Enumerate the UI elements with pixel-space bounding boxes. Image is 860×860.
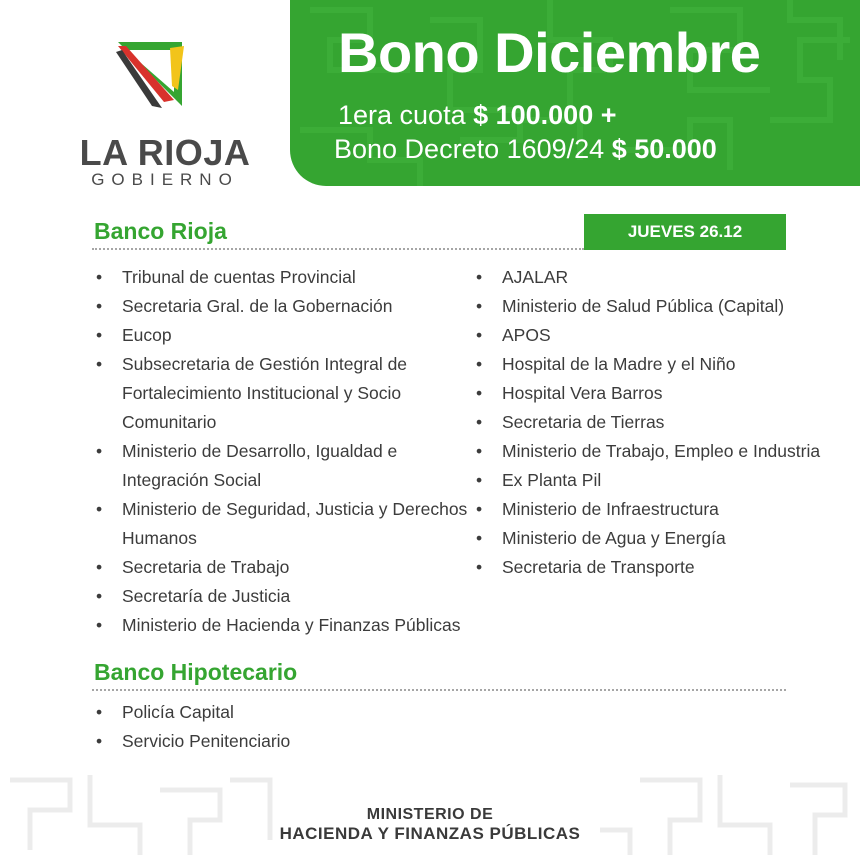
footer-ministry-line1: MINISTERIO DE	[366, 806, 494, 823]
list-item: • Ministerio de Salud Pública (Capital)	[474, 292, 824, 321]
list-item: • Ministerio de Seguridad, Justicia y Derechos Humanos	[94, 495, 474, 553]
section-title-banco-hipotecario: Banco Hipotecario	[94, 659, 298, 685]
logo-subtitle: GOBIERNO	[91, 170, 239, 189]
list-item: • Policía Capital	[94, 698, 474, 727]
list-item: • Ministerio de Infraestructura	[474, 495, 824, 524]
list-item: • Hospital Vera Barros	[474, 379, 824, 408]
list-item: • Secretaria de Tierras	[474, 408, 824, 437]
list-item: • Ministerio de Hacienda y Finanzas Públicas	[94, 611, 474, 640]
list-item: • Hospital de la Madre y el Niño	[474, 350, 824, 379]
date-badge: JUEVES 26.12	[584, 214, 786, 250]
banco-hipotecario-list	[94, 698, 474, 756]
list-item: • APOS	[474, 321, 824, 350]
list-item: • Eucop	[94, 321, 474, 350]
list-item: • Secretaria de Trabajo	[94, 553, 474, 582]
logo-name: LA RIOJA	[79, 132, 251, 173]
list-item: • Secretaria de Transporte	[474, 553, 824, 582]
decree-bonus-amount: $ 50.000	[611, 134, 717, 164]
decree-bonus-line	[334, 134, 717, 165]
la-rioja-logo	[60, 30, 260, 200]
list-item: • Ministerio de Desarrollo, Igualdad e Integración Social	[94, 437, 474, 495]
list-item: • Secretaría de Justicia	[94, 582, 474, 611]
list-item: • Subsecretaria de Gestión Integral de Fortalecimiento Institucional y Socio Comunitario	[94, 350, 474, 437]
list-item: • Tribunal de cuentas Provincial	[94, 263, 474, 292]
list-item: • Ex Planta Pil	[474, 466, 824, 495]
list-item: • Ministerio de Trabajo, Empleo e Industria	[474, 437, 824, 466]
first-installment-label: 1era cuota	[338, 100, 474, 130]
list-item: • Ministerio de Agua y Energía	[474, 524, 824, 553]
list-item: • Servicio Penitenciario	[94, 727, 474, 756]
footer-ministry-line2: HACIENDA Y FINANZAS PÚBLICAS	[279, 824, 581, 843]
page-title: Bono Diciembre	[338, 21, 761, 84]
banco-rioja-list-left	[94, 263, 474, 640]
la-rioja-logo-mark-icon	[112, 36, 192, 116]
decree-bonus-label: Bono Decreto 1609/24	[334, 134, 612, 164]
header-banner	[290, 0, 860, 186]
plus-sign: +	[593, 100, 617, 130]
first-installment-line	[338, 100, 617, 131]
first-installment-amount: $ 100.000	[473, 100, 594, 130]
section-divider	[92, 689, 786, 691]
list-item: • AJALAR	[474, 263, 824, 292]
banco-rioja-list-right	[474, 263, 824, 582]
section-title-banco-rioja: Banco Rioja	[94, 218, 227, 244]
section-divider	[92, 248, 584, 250]
list-item: • Secretaria Gral. de la Gobernación	[94, 292, 474, 321]
